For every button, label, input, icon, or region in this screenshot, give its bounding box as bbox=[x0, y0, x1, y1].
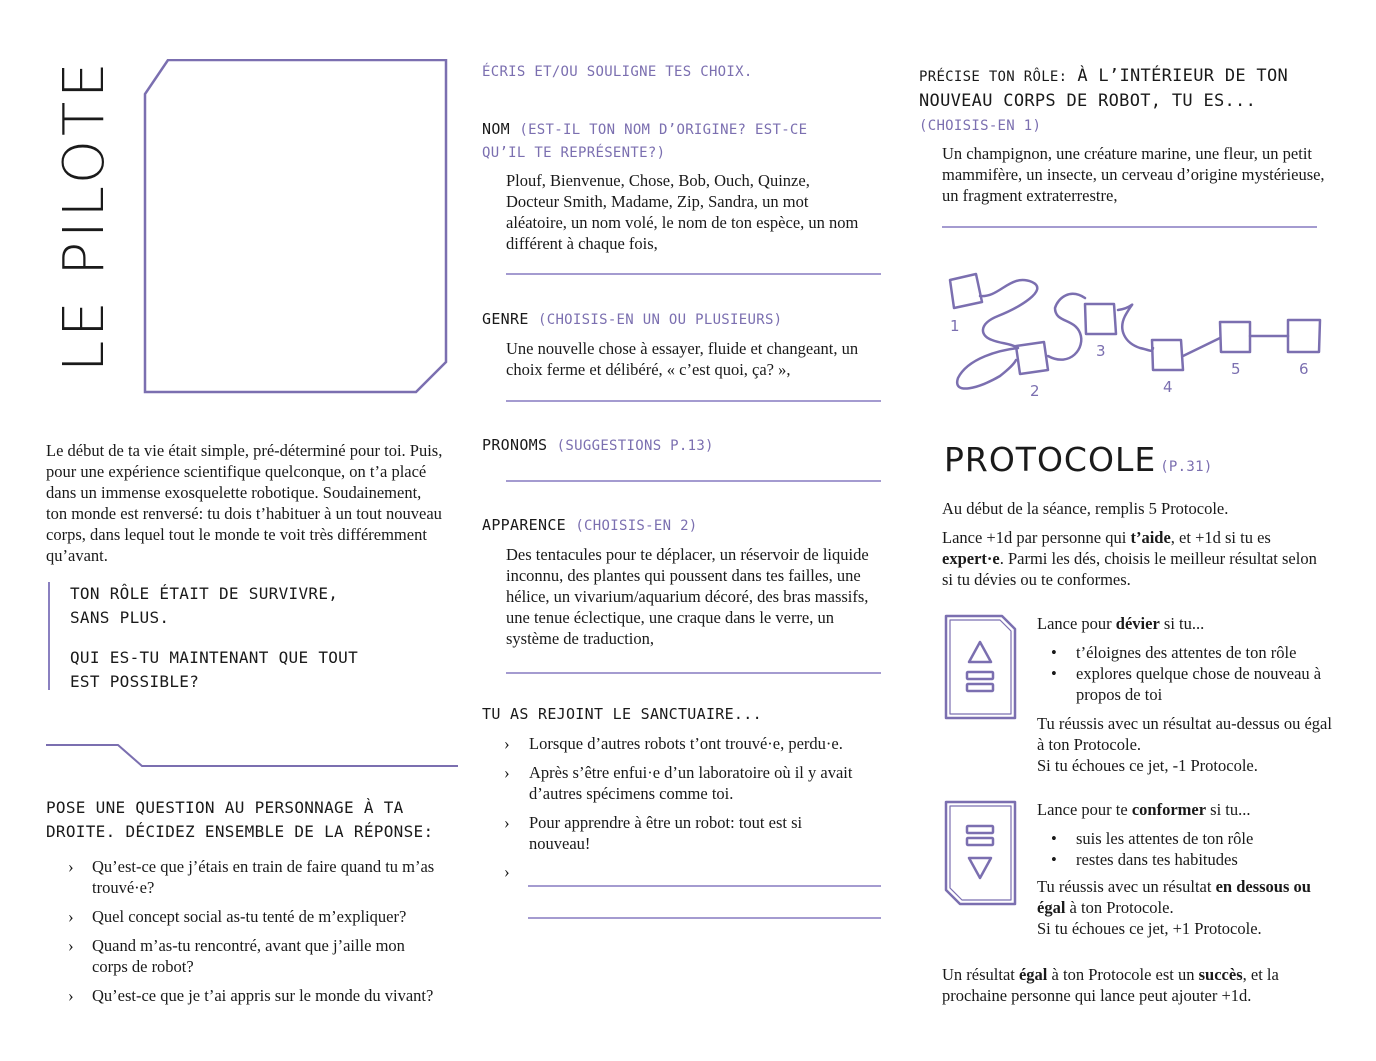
list-item: › Après s’être enfui·e d’un laboratoire où il y avait d’autres spécimens comme toi. bbox=[482, 762, 862, 804]
nom-options: Plouf, Bienvenue, Chose, Bob, Ouch, Quinze, Docteur Smith, Madame, Zip, Sandra, un mot aléatoire, un nom volé, le nom de ton espèce, un nom différent à chaque fois, bbox=[506, 171, 859, 253]
deviate-intro bbox=[1037, 613, 1337, 634]
text: si tu... bbox=[1159, 614, 1205, 633]
list-item: › Qu’est-ce que je t’ai appris sur le monde du vivant? bbox=[46, 985, 476, 1006]
pronoms-hint: (SUGGESTIONS P.13) bbox=[556, 438, 714, 454]
text: Lance pour te bbox=[1037, 800, 1132, 819]
genre-label: GENRE bbox=[482, 310, 529, 328]
questions-heading: POSE UNE QUESTION AU PERSONNAGE À TA DROITE. DÉCIDEZ ENSEMBLE DE LA RÉPONSE: bbox=[46, 798, 434, 841]
apparence-answer-line[interactable] bbox=[506, 672, 881, 674]
apparence-heading bbox=[482, 514, 698, 537]
conform-result bbox=[1037, 876, 1337, 918]
emphasis: en dessous ou égal bbox=[1037, 877, 1311, 917]
deviate-card-icon bbox=[944, 614, 1018, 722]
role-hint: (CHOISIS-EN 1) bbox=[919, 118, 1042, 134]
protocole-title: PROTOCOLE bbox=[944, 440, 1157, 479]
genre-heading bbox=[482, 308, 782, 331]
quote-block bbox=[48, 582, 448, 690]
deviate-bullets bbox=[1037, 642, 1337, 705]
blank-arrow: › bbox=[504, 862, 510, 881]
track-number-3: 3 bbox=[1096, 342, 1106, 360]
text: à ton Protocole est un bbox=[1047, 965, 1199, 984]
genre-answer-line[interactable] bbox=[506, 400, 881, 402]
track-number-4: 4 bbox=[1163, 378, 1173, 396]
list-item: › Pour apprendre à être un robot: tout est si nouveau! bbox=[482, 812, 832, 854]
pronoms-label: PRONOMS bbox=[482, 436, 548, 454]
emphasis: dévier bbox=[1115, 614, 1160, 633]
pronoms-answer-line[interactable] bbox=[506, 480, 881, 482]
page-title: LE PILOTE bbox=[52, 58, 117, 372]
deviate-result: Tu réussis avec un résultat au-dessus ou égal à ton Protocole. bbox=[1037, 714, 1332, 754]
text: à ton Protocole. bbox=[1065, 898, 1174, 917]
emphasis: expert·e bbox=[942, 549, 1000, 568]
text: Lance +1d par personne qui bbox=[942, 528, 1131, 547]
divider-line bbox=[46, 743, 458, 769]
sanctuaire-heading: TU AS REJOINT LE SANCTUAIRE... bbox=[482, 705, 762, 723]
list-item: › Qu’est-ce que j’étais en train de faire quand tu m’as trouvé·e? bbox=[46, 856, 436, 898]
protocole-p2 bbox=[942, 527, 1327, 590]
deviate-block bbox=[1037, 613, 1337, 776]
protocole-ref: (P.31) bbox=[1160, 459, 1213, 475]
emphasis: succès bbox=[1198, 965, 1243, 984]
track-number-2: 2 bbox=[1030, 382, 1040, 400]
emphasis: t’aide bbox=[1130, 528, 1171, 547]
list-item: • explores quelque chose de nouveau à propos de toi bbox=[1037, 663, 1337, 705]
instruction: ÉCRIS ET/OU SOULIGNE TES CHOIX. bbox=[482, 64, 753, 80]
conform-bullets bbox=[1037, 828, 1337, 870]
conform-card-icon bbox=[944, 800, 1018, 908]
quote-line-2: QUI ES-TU MAINTENANT QUE TOUT EST POSSIBLE? bbox=[70, 648, 359, 691]
text: si tu... bbox=[1206, 800, 1251, 819]
protocole-final bbox=[942, 964, 1337, 1006]
list-item: • suis les attentes de ton rôle bbox=[1037, 828, 1337, 849]
text: . Parmi les dés, choisis le meilleur résultat selon si tu dévies ou te conformes. bbox=[942, 549, 1317, 589]
list-item: • restes dans tes habitudes bbox=[1037, 849, 1337, 870]
sanctuaire-answer-line-2[interactable] bbox=[528, 917, 881, 919]
nom-answer-line[interactable] bbox=[506, 273, 881, 275]
protocole-heading bbox=[944, 440, 1213, 479]
text: Lance pour bbox=[1037, 614, 1116, 633]
list-item: › Lorsque d’autres robots t’ont trouvé·e, perdu·e. bbox=[482, 733, 882, 754]
conform-intro bbox=[1037, 799, 1337, 820]
questions-list bbox=[46, 856, 476, 1014]
role-answer-line[interactable] bbox=[942, 226, 1317, 228]
text: , et la prochaine personne qui lance peut ajouter +1d. bbox=[942, 965, 1279, 1005]
pronoms-heading bbox=[482, 434, 714, 457]
conform-block bbox=[1037, 799, 1337, 939]
emphasis: conformer bbox=[1131, 800, 1207, 819]
text: Tu réussis avec un résultat bbox=[1037, 877, 1216, 896]
list-item: › Quand m’as-tu rencontré, avant que j’aille mon corps de robot? bbox=[46, 935, 436, 977]
emphasis: égal bbox=[1018, 965, 1048, 984]
text: Un résultat bbox=[942, 965, 1019, 984]
sanctuaire-list bbox=[482, 733, 882, 862]
apparence-hint: (CHOISIS-EN 2) bbox=[575, 518, 698, 534]
track-number-1: 1 bbox=[950, 317, 960, 335]
text: , et +1d si tu es bbox=[1170, 528, 1271, 547]
intro-text: Le début de ta vie était simple, pré-déterminé pour toi. Puis, pour une expérience scientifique quelconque, on t’a placé dans un immense exosquelette robotique. Soudainement, ton monde est renversé: tu dois t’habituer à un tout nouveau corps, dans lequel tout le monde te voit très différemment qu’avant. bbox=[46, 441, 443, 565]
track-number-5: 5 bbox=[1231, 360, 1241, 378]
apparence-options: Des tentacules pour te déplacer, un réservoir de liquide inconnu, des plantes qui poussent dans tes failles, une hélice, un vivarium/aquarium décoré, des bras massifs, une tenue éclectique, une craque dans le verre, un système de traduction, bbox=[506, 545, 869, 648]
sanctuaire-answer-line-1[interactable] bbox=[528, 885, 881, 887]
portrait-frame[interactable] bbox=[143, 59, 448, 394]
conform-fail: Si tu échoues ce jet, +1 Protocole. bbox=[1037, 919, 1262, 938]
protocol-track bbox=[940, 268, 1330, 403]
nom-heading bbox=[482, 118, 812, 164]
role-options: Un champignon, une créature marine, une fleur, un petit mammifère, un insecte, un cerveau d’origine mystérieuse, un fragment extraterrestre, bbox=[942, 144, 1325, 205]
list-item: • t’éloignes des attentes de ton rôle bbox=[1037, 642, 1337, 663]
genre-options: Une nouvelle chose à essayer, fluide et changeant, un choix ferme et délibéré, « c’est quoi, ça? », bbox=[506, 339, 859, 379]
protocole-p1: Au début de la séance, remplis 5 Protocole. bbox=[942, 499, 1229, 518]
nom-label: NOM bbox=[482, 120, 510, 138]
role-label-big: À L’INTÉRIEUR DE TON NOUVEAU CORPS DE ROBOT, TU ES... bbox=[919, 66, 1289, 111]
nom-hint: (EST-IL TON NOM D’ORIGINE? EST-CE QU’IL TE REPRÉSENTE?) bbox=[482, 122, 808, 161]
quote-line-1: TON RÔLE ÉTAIT DE SURVIVRE, SANS PLUS. bbox=[70, 584, 339, 627]
genre-hint: (CHOISIS-EN UN OU PLUSIEURS) bbox=[538, 312, 783, 328]
role-label-small: PRÉCISE TON RÔLE: bbox=[919, 69, 1068, 85]
deviate-fail: Si tu échoues ce jet, -1 Protocole. bbox=[1037, 756, 1258, 775]
apparence-label: APPARENCE bbox=[482, 516, 566, 534]
role-heading bbox=[919, 64, 1299, 138]
track-number-6: 6 bbox=[1299, 360, 1309, 378]
list-item: › Quel concept social as-tu tenté de m’expliquer? bbox=[46, 906, 476, 927]
